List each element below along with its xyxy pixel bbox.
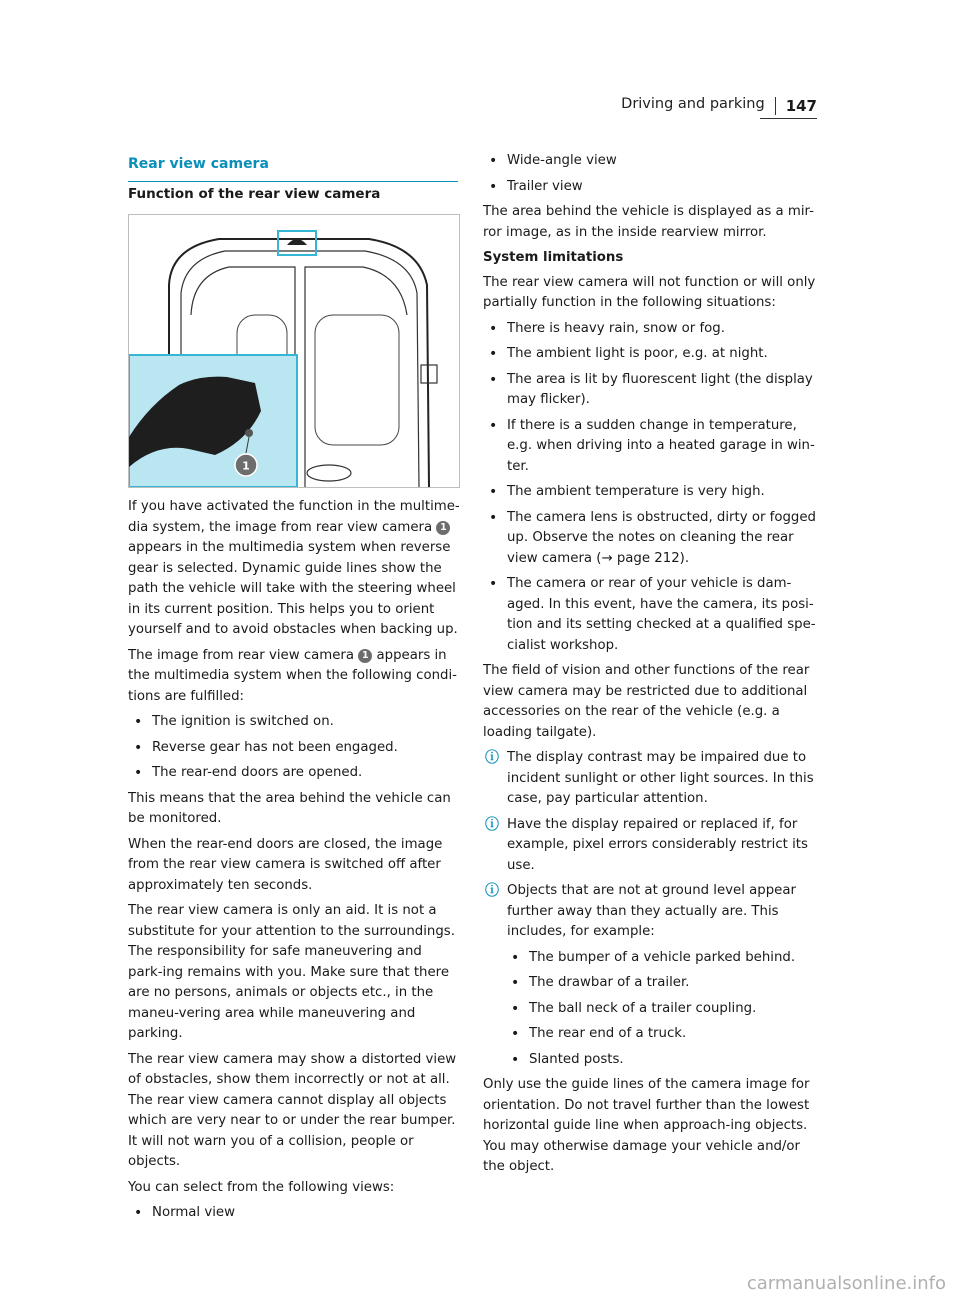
list-item: • Trailer view (485, 177, 823, 198)
note: ⓘ The display contrast may be impaired due to incident sunlight or other light sources. In this case, pay particular attention. (485, 750, 814, 806)
aid-paragraph: The rear view camera is only an aid. It is not a substitute for your attention to the surroundings. The responsibility for safe maneuvering and park-ing remains with you. Make sure that there are no persons, animals or objects etc., in the maneu-vering area while maneuvering and parking. (128, 903, 455, 1041)
section-title: Rear view camera (128, 154, 458, 182)
list-item: • The ball neck of a trailer coupling. (507, 999, 823, 1020)
monitoring-paragraph: This means that the area behind the vehicle can be monitored. (128, 790, 451, 826)
page-header (621, 94, 817, 115)
field-of-vision-paragraph: The field of vision and other functions of the rear view camera may be restricted due to additional accessories on the rear of the vehicle (e.g. a loading tailgate). (483, 663, 810, 740)
page-number: 147 (775, 97, 817, 115)
mirror-paragraph: The area behind the vehicle is displayed as a mir-ror image, as in the inside rearview mirror. (483, 204, 814, 240)
van-rear-illustration (129, 215, 459, 487)
list-item: • The area is lit by fluorescent light (the display may flicker). (485, 370, 823, 411)
header-section-title: Driving and parking (621, 96, 765, 112)
watermark: carmanualsonline.info (746, 1272, 946, 1294)
list-item: • The bumper of a vehicle parked behind. (507, 948, 823, 969)
right-text-flow (483, 151, 823, 1183)
system-limitations-heading: System limitations (483, 250, 624, 265)
subsection-title: Function of the rear view camera (128, 186, 381, 202)
intro-paragraph: If you have activated the function in the multime-dia system, the image from rear view camera 1 appears in the multimedia system when reverse gear is selected. Dynamic guide lines show the path the vehicle will take with the steering wheel in its current position. This helps you to orient yourself and to avoid obstacles when backing up. (128, 499, 460, 637)
list-item: • The ignition is switched on. (130, 712, 460, 733)
list-item: • The drawbar of a trailer. (507, 973, 823, 994)
conditions-intro-paragraph: The image from rear view camera 1 appears in the multimedia system when the following condi-tions are fulfilled: (128, 647, 457, 704)
info-icon: ⓘ (485, 816, 499, 833)
list-item: • If there is a sudden change in temperature, e.g. when driving into a heated garage in win-ter. (485, 416, 823, 478)
list-item: • Normal view (130, 1203, 460, 1224)
list-item: • The rear end of a truck. (507, 1024, 823, 1045)
list-item: • Slanted posts. (507, 1050, 823, 1071)
left-text-flow (128, 497, 460, 1229)
views-intro-paragraph: You can select from the following views: (128, 1179, 395, 1195)
list-item: • Reverse gear has not been engaged. (130, 738, 460, 759)
list-item: • The camera or rear of your vehicle is dam-aged. In this event, have the camera, its posi-tion and its setting checked at a qualified spe-cialist workshop. (485, 574, 823, 656)
guide-lines-paragraph: Only use the guide lines of the camera image for orientation. Do not travel further than the lowest horizontal guide line when approach-ing objects. You may otherwise damage your vehicle and/or the object. (483, 1077, 810, 1174)
list-item: • There is heavy rain, snow or fog. (485, 319, 823, 340)
list-item: • Wide-angle view (485, 151, 823, 172)
figure-callout-1: 1 (242, 459, 250, 473)
callout-badge: 1 (436, 521, 450, 535)
info-icon: ⓘ (485, 750, 499, 766)
distortion-paragraph: The rear view camera may show a distorted view of obstacles, show them incorrectly or not at all. The rear view camera cannot display all objects which are very near to or under the rear bumper. It will not warn you of a collision, people or objects. (128, 1051, 457, 1169)
list-item: • The rear-end doors are opened. (130, 763, 460, 784)
list-item: • The ambient temperature is very high. (485, 482, 823, 503)
list-item: • The ambient light is poor, e.g. at night. (485, 344, 823, 365)
callout-badge: 1 (358, 649, 372, 663)
header-rule (760, 118, 817, 119)
rear-camera-figure (128, 214, 460, 488)
limitations-intro: The rear view camera will not function or will only partially function in the following situations: (483, 274, 816, 310)
doors-closed-paragraph: When the rear-end doors are closed, the image from the rear view camera is switched off after approximately ten seconds. (128, 836, 443, 893)
note: ⓘ Have the display repaired or replaced if, for example, pixel errors considerably restrict its use. (485, 816, 808, 873)
info-icon: ⓘ (485, 883, 499, 899)
note: ⓘ Objects that are not at ground level appear further away than they actually are. This includes, for example: (485, 883, 796, 939)
list-item: • The camera lens is obstructed, dirty or fogged up. Observe the notes on cleaning the rear view camera (→ page 212). (485, 508, 823, 570)
